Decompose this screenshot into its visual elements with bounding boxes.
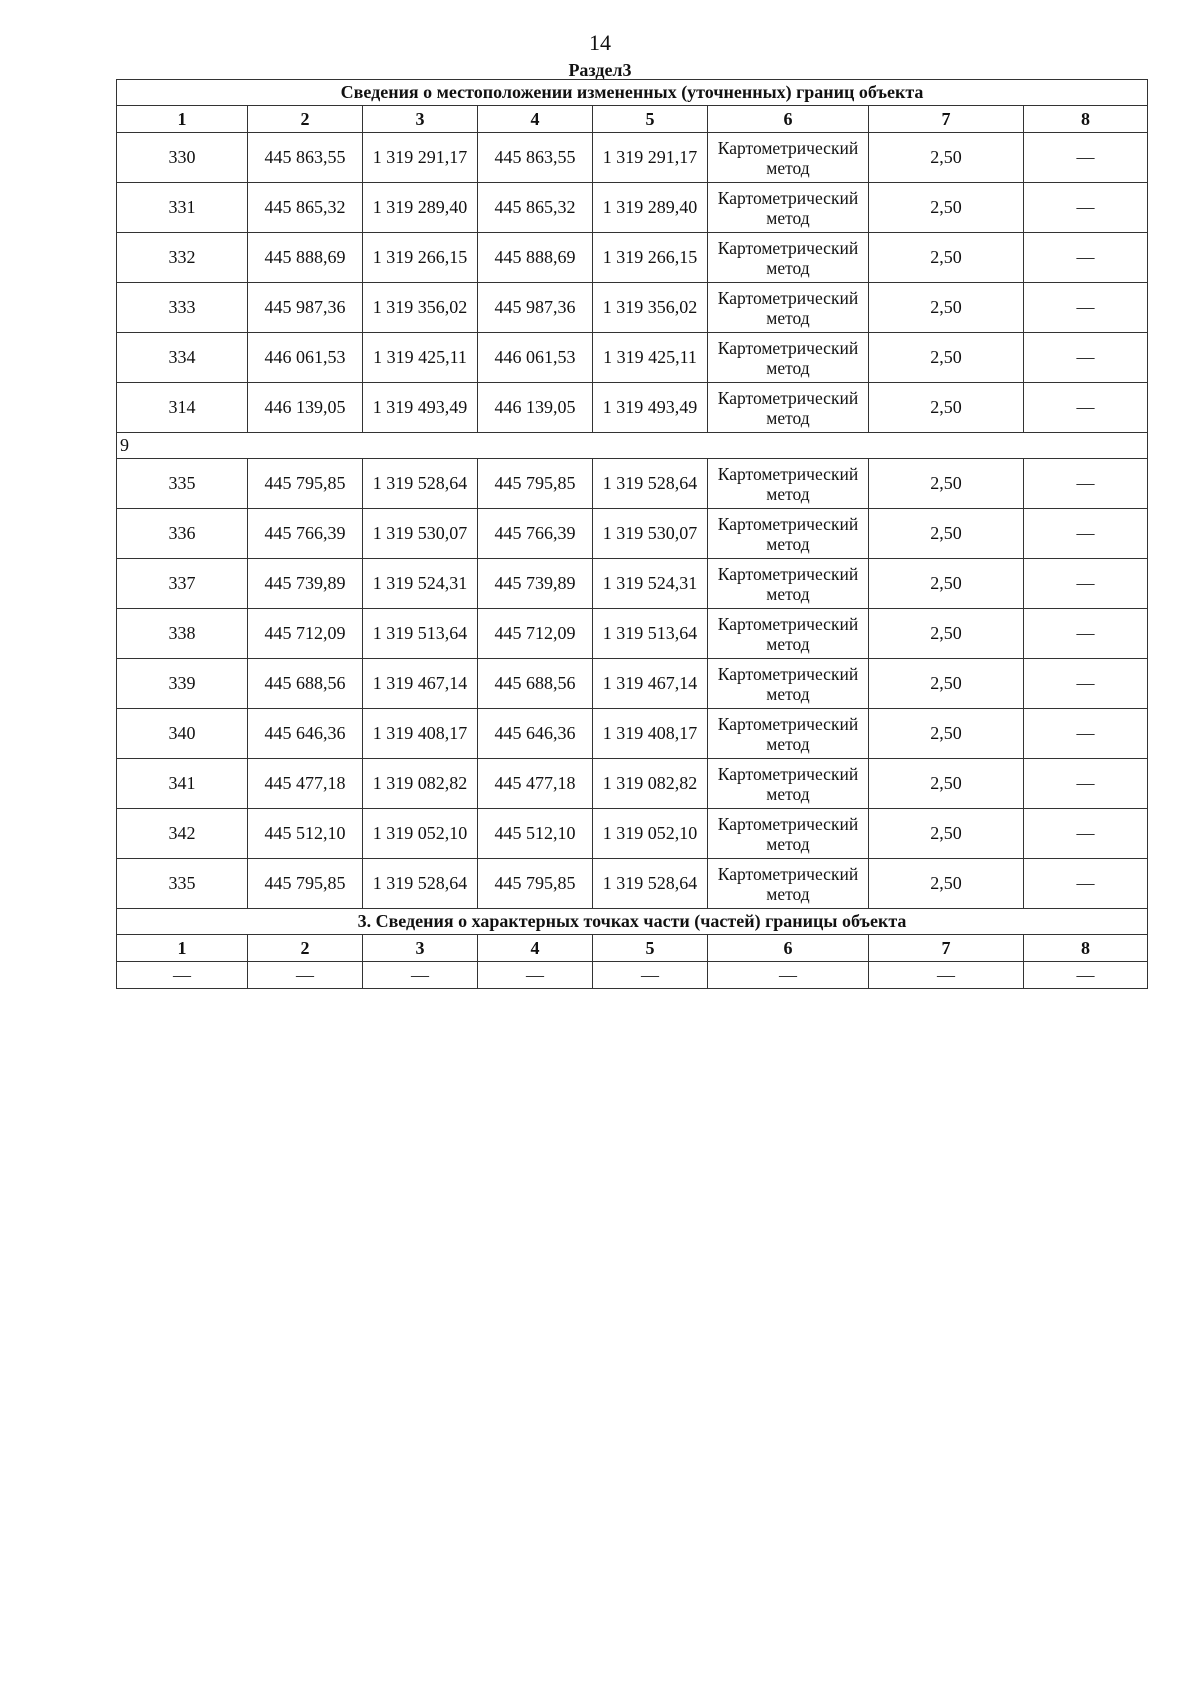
table-cell: 1 319 289,40 [363, 183, 478, 233]
contour-label-cell: 9 [117, 433, 1148, 459]
table-cell: — [1024, 283, 1148, 333]
table-cell: 1 319 467,14 [593, 659, 708, 709]
table-cell: 1 319 528,64 [363, 459, 478, 509]
table-cell: 445 766,39 [478, 509, 593, 559]
table-cell: Картометрический метод [708, 459, 869, 509]
column-header: 2 [248, 935, 363, 962]
table-cell: Картометрический метод [708, 809, 869, 859]
column-header: 4 [478, 935, 593, 962]
column-header: 7 [869, 106, 1024, 133]
table-cell: 1 319 052,10 [363, 809, 478, 859]
table-cell: — [1024, 709, 1148, 759]
table-cell: 446 061,53 [478, 333, 593, 383]
table-row [117, 659, 1148, 709]
table-row [117, 283, 1148, 333]
table-cell: 445 888,69 [478, 233, 593, 283]
boundary-table [116, 79, 1148, 989]
column-header: 5 [593, 935, 708, 962]
table-cell: 337 [117, 559, 248, 609]
table-cell: 1 319 425,11 [593, 333, 708, 383]
table-cell: 332 [117, 233, 248, 283]
table-cell: 445 795,85 [478, 459, 593, 509]
table-cell: 1 319 266,15 [593, 233, 708, 283]
table-cell: Картометрический метод [708, 233, 869, 283]
table-cell: — [593, 962, 708, 989]
table-cell: 445 477,18 [478, 759, 593, 809]
table-cell: — [363, 962, 478, 989]
table-cell: 314 [117, 383, 248, 433]
table-row [117, 183, 1148, 233]
table-cell: — [478, 962, 593, 989]
table-cell: 2,50 [869, 133, 1024, 183]
table-cell: — [1024, 809, 1148, 859]
table-cell: 2,50 [869, 859, 1024, 909]
table-cell: 2,50 [869, 183, 1024, 233]
table-cell: Картометрический метод [708, 659, 869, 709]
table-cell: 1 319 408,17 [363, 709, 478, 759]
table-cell: 2,50 [869, 809, 1024, 859]
table-cell: — [117, 962, 248, 989]
table-title [117, 80, 1148, 106]
table-cell: 445 865,32 [248, 183, 363, 233]
column-header: 2 [248, 106, 363, 133]
table-cell: 2,50 [869, 509, 1024, 559]
table-cell: 1 319 528,64 [593, 459, 708, 509]
table-cell: 1 319 528,64 [363, 859, 478, 909]
table-cell: 1 319 513,64 [593, 609, 708, 659]
table-cell: 1 319 493,49 [593, 383, 708, 433]
header-row [117, 106, 1148, 133]
table-cell: 445 739,89 [478, 559, 593, 609]
table-cell: 445 863,55 [478, 133, 593, 183]
column-header: 8 [1024, 935, 1148, 962]
table-cell: — [1024, 559, 1148, 609]
table-row [117, 859, 1148, 909]
table-cell: Картометрический метод [708, 559, 869, 609]
table-cell: 446 139,05 [248, 383, 363, 433]
table-cell: 2,50 [869, 383, 1024, 433]
table-cell: 1 319 356,02 [363, 283, 478, 333]
table-cell: 445 795,85 [248, 859, 363, 909]
table-cell: 1 319 356,02 [593, 283, 708, 333]
table-row [117, 459, 1148, 509]
table-cell: 338 [117, 609, 248, 659]
table-cell: 2,50 [869, 609, 1024, 659]
table-cell: 445 688,56 [248, 659, 363, 709]
table-cell: Картометрический метод [708, 709, 869, 759]
table-cell: 445 863,55 [248, 133, 363, 183]
table-cell: 445 512,10 [478, 809, 593, 859]
table-cell: 445 987,36 [478, 283, 593, 333]
table-cell: 1 319 513,64 [363, 609, 478, 659]
table-cell: Картометрический метод [708, 383, 869, 433]
section3-header-row [117, 935, 1148, 962]
table-cell: 334 [117, 333, 248, 383]
column-header: 1 [117, 106, 248, 133]
table-cell: 445 865,32 [478, 183, 593, 233]
table-cell: 342 [117, 809, 248, 859]
table-cell: 1 319 530,07 [363, 509, 478, 559]
table-cell: Картометрический метод [708, 859, 869, 909]
table-cell: 339 [117, 659, 248, 709]
column-header: 5 [593, 106, 708, 133]
table-cell: 445 766,39 [248, 509, 363, 559]
table-cell: 2,50 [869, 233, 1024, 283]
table-cell: 1 319 493,49 [363, 383, 478, 433]
column-header: 3 [363, 935, 478, 962]
table-cell: — [1024, 459, 1148, 509]
table-cell: — [1024, 233, 1148, 283]
table-cell: — [708, 962, 869, 989]
page-number: 14 [589, 30, 611, 55]
table-row [117, 509, 1148, 559]
table-cell: 335 [117, 459, 248, 509]
table-cell: 2,50 [869, 559, 1024, 609]
table-cell: 336 [117, 509, 248, 559]
column-header: 4 [478, 106, 593, 133]
table-cell: Картометрический метод [708, 283, 869, 333]
table-cell: 445 987,36 [248, 283, 363, 333]
table-cell: — [1024, 333, 1148, 383]
table-cell: 445 795,85 [478, 859, 593, 909]
table-cell: Картометрический метод [708, 183, 869, 233]
table-cell: 1 319 291,17 [593, 133, 708, 183]
table-cell: 445 646,36 [478, 709, 593, 759]
table-cell: — [869, 962, 1024, 989]
table-row [117, 609, 1148, 659]
table-cell: 1 319 528,64 [593, 859, 708, 909]
table-cell: 1 319 289,40 [593, 183, 708, 233]
table-row [117, 759, 1148, 809]
column-header: 8 [1024, 106, 1148, 133]
section-label: Раздел3 [568, 60, 632, 80]
table-cell: 1 319 467,14 [363, 659, 478, 709]
table-cell: 1 319 530,07 [593, 509, 708, 559]
table-cell: 1 319 524,31 [363, 559, 478, 609]
table-cell: — [1024, 659, 1148, 709]
table-row [117, 333, 1148, 383]
table-cell: 340 [117, 709, 248, 759]
table-row [117, 709, 1148, 759]
table-row [117, 383, 1148, 433]
table-cell: 333 [117, 283, 248, 333]
table-cell: — [1024, 859, 1148, 909]
table-cell: 2,50 [869, 283, 1024, 333]
table-cell: 445 712,09 [478, 609, 593, 659]
table-cell: — [1024, 183, 1148, 233]
table-cell: 1 319 425,11 [363, 333, 478, 383]
table-cell: 445 646,36 [248, 709, 363, 759]
table-cell: 1 319 408,17 [593, 709, 708, 759]
table-cell: — [1024, 383, 1148, 433]
table-cell: 335 [117, 859, 248, 909]
table-cell: 2,50 [869, 709, 1024, 759]
table-cell: 446 139,05 [478, 383, 593, 433]
table-row [117, 233, 1148, 283]
table-cell: 2,50 [869, 459, 1024, 509]
column-header: 1 [117, 935, 248, 962]
section3-title-cell: 3. Сведения о характерных точках части (частей) границы объекта [117, 909, 1148, 935]
table-cell: 331 [117, 183, 248, 233]
table-cell: 1 319 266,15 [363, 233, 478, 283]
section3-row [117, 962, 1148, 989]
table-cell: 1 319 524,31 [593, 559, 708, 609]
table-cell: 446 061,53 [248, 333, 363, 383]
table-cell: Картометрический метод [708, 333, 869, 383]
table-row [117, 559, 1148, 609]
table-cell: — [1024, 962, 1148, 989]
table-cell: 2,50 [869, 759, 1024, 809]
table-title-cell: Сведения о местоположении измененных (уточненных) границ объекта [117, 80, 1148, 106]
table-row [117, 809, 1148, 859]
table-cell: 445 688,56 [478, 659, 593, 709]
section3-title [117, 909, 1148, 935]
table-cell: — [248, 962, 363, 989]
table-cell: 1 319 291,17 [363, 133, 478, 183]
table-cell: 445 712,09 [248, 609, 363, 659]
contour-label [117, 433, 1148, 459]
table-cell: 1 319 082,82 [593, 759, 708, 809]
table-cell: 445 888,69 [248, 233, 363, 283]
table-cell: 1 319 052,10 [593, 809, 708, 859]
table-cell: 330 [117, 133, 248, 183]
column-header: 6 [708, 935, 869, 962]
table-cell: 2,50 [869, 333, 1024, 383]
column-header: 6 [708, 106, 869, 133]
table-cell: 445 477,18 [248, 759, 363, 809]
table-cell: Картометрический метод [708, 133, 869, 183]
table-cell: — [1024, 133, 1148, 183]
table-cell: 341 [117, 759, 248, 809]
table-cell: Картометрический метод [708, 759, 869, 809]
table-cell: 445 795,85 [248, 459, 363, 509]
table-cell: Картометрический метод [708, 509, 869, 559]
table-cell: 445 512,10 [248, 809, 363, 859]
table-cell: 2,50 [869, 659, 1024, 709]
table-cell: Картометрический метод [708, 609, 869, 659]
column-header: 3 [363, 106, 478, 133]
column-header: 7 [869, 935, 1024, 962]
table-cell: — [1024, 509, 1148, 559]
table-cell: — [1024, 609, 1148, 659]
table-row [117, 133, 1148, 183]
table-cell: 1 319 082,82 [363, 759, 478, 809]
table-cell: — [1024, 759, 1148, 809]
table-cell: 445 739,89 [248, 559, 363, 609]
